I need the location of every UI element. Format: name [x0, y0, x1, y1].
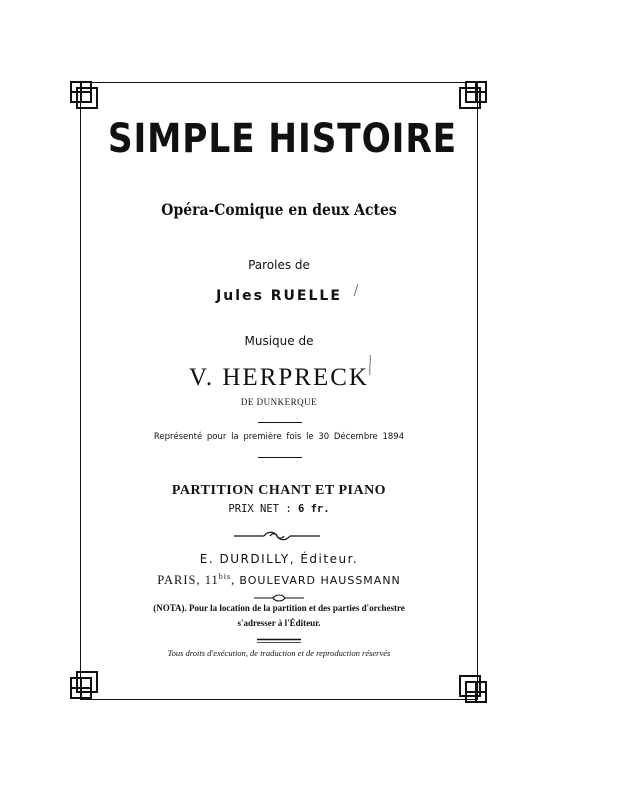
music-label: Musique de	[244, 334, 314, 348]
address-city: PARIS,	[157, 573, 201, 588]
corner-ornament-icon	[456, 78, 490, 112]
nota-line-1: (NOTA). Pour la location de la partition et des parties d'orchestre	[153, 603, 405, 613]
pencil-mark-icon	[367, 354, 373, 376]
composer-origin: DE DUNKERQUE	[240, 397, 318, 407]
address-street: BOULEVARD HAUSSMANN	[239, 574, 401, 588]
address-number: 11	[204, 573, 219, 588]
composer-name: V. HERPRECK	[189, 364, 369, 391]
small-flourish-icon	[253, 594, 305, 602]
price-label: PRIX NET :	[228, 503, 292, 515]
publisher-address: PARIS, $11^{bis}$, BOULEVARD HAUSSMANN	[157, 572, 401, 588]
lyrics-label: Paroles de	[248, 258, 310, 272]
corner-ornament-icon	[67, 78, 101, 112]
price-line	[80, 503, 478, 515]
rights-reserved-note: Tous droits d'exécution, de traduction et de reproduction réservés	[167, 648, 391, 658]
edition-label: PARTITION CHANT ET PIANO	[171, 483, 387, 498]
corner-ornament-icon	[456, 672, 490, 706]
flourish-divider-icon	[232, 530, 322, 542]
divider-rule	[258, 457, 302, 458]
nota-line-2: s'adresser à l'Éditeur.	[237, 618, 321, 628]
corner-ornament-icon	[67, 668, 101, 702]
premiere-note: Représenté pour la première fois le 30 Décembre 1894	[153, 432, 405, 442]
page-title: SIMPLE HISTOIRE	[107, 116, 458, 162]
work-subtitle: Opéra-Comique en deux Actes	[161, 200, 397, 219]
address-number-suffix: bis	[218, 572, 232, 581]
librettist-name: Jules RUELLE	[216, 288, 342, 304]
price-value: 6 fr.	[297, 503, 330, 515]
divider-rule	[258, 422, 302, 423]
double-rule-icon	[256, 638, 302, 644]
publisher-name: E. DURDILLY, Éditeur.	[199, 552, 359, 566]
pencil-mark-icon	[352, 283, 360, 297]
